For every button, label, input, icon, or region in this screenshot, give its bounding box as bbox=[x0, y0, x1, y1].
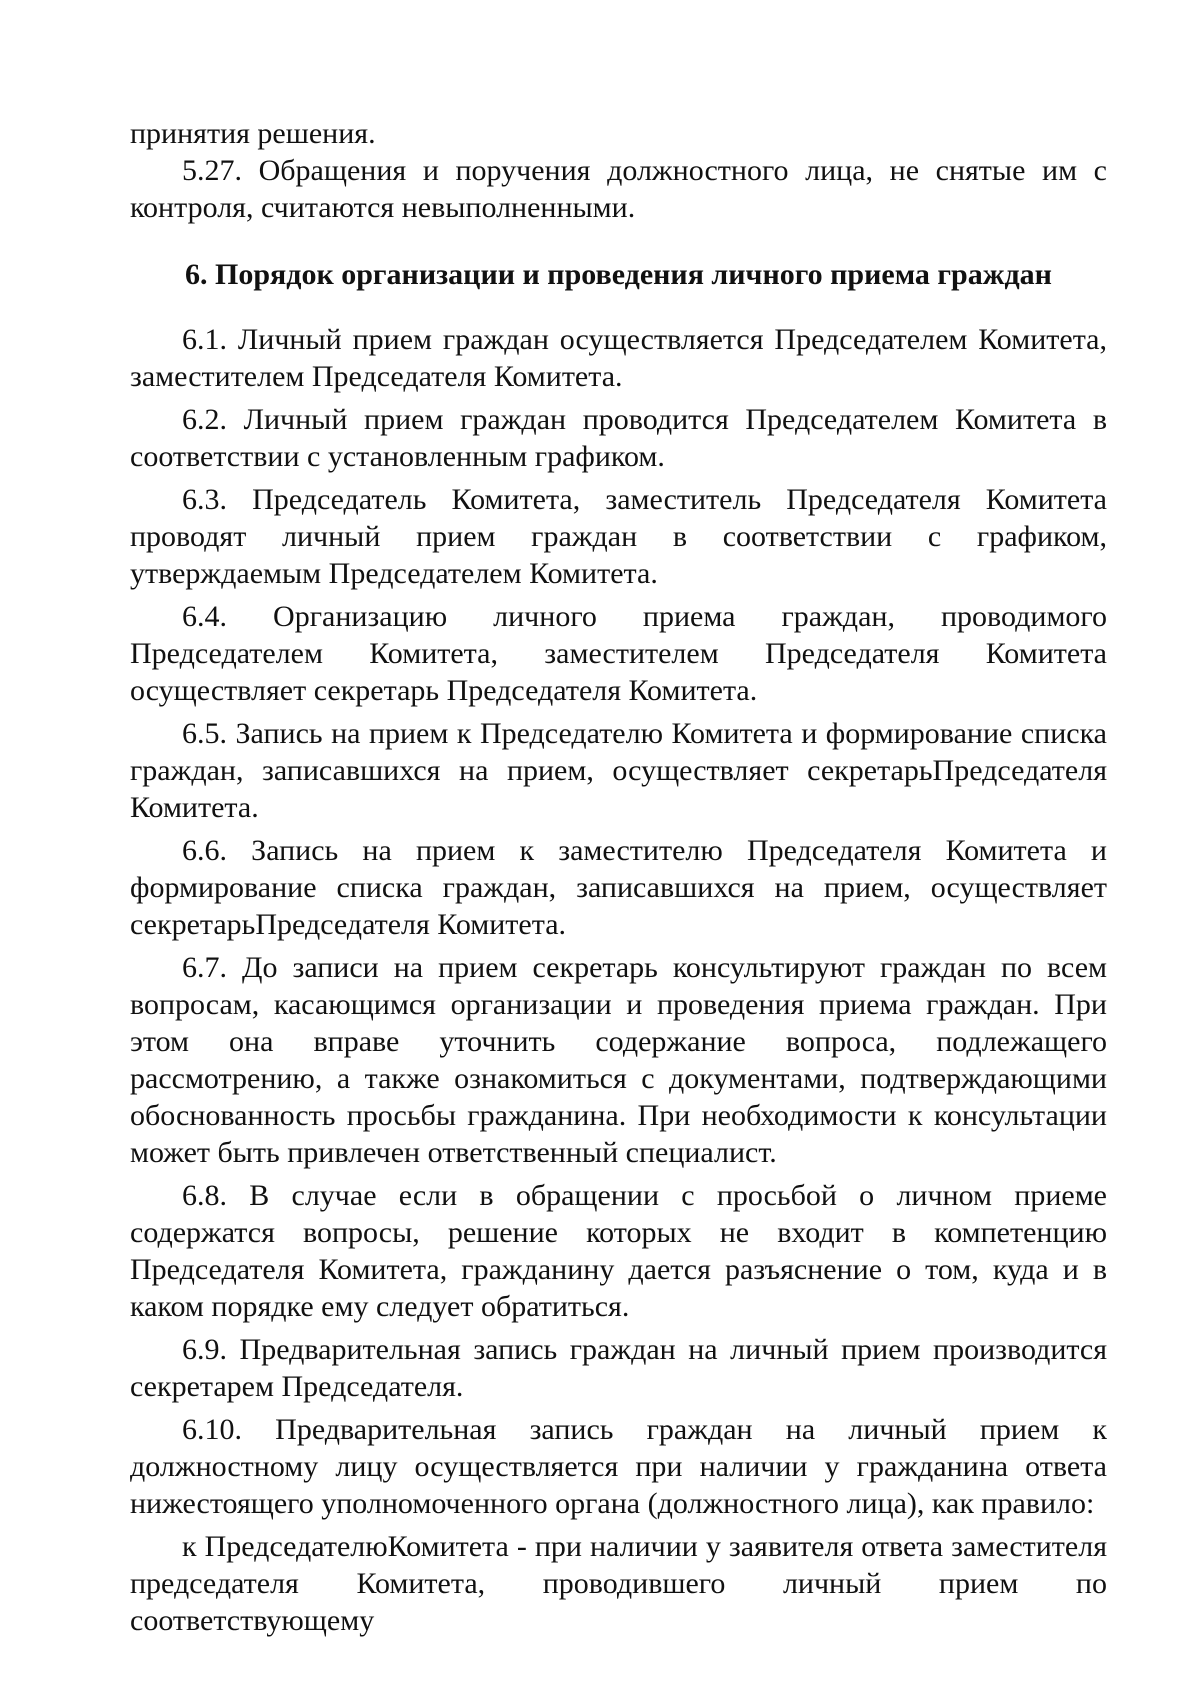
document-body bbox=[130, 115, 1107, 1645]
paragraph-6-10: 6.10. Предварительная запись граждан на личный прием к должностному лицу осуществляется при наличии у гражданина ответа нижестоящего уполномоченного органа (должностного лица), как правило: bbox=[130, 1413, 1107, 1520]
continuation-text: принятия решения. bbox=[130, 117, 376, 150]
paragraph-6-3: 6.3. Председатель Комитета, заместитель Председателя Комитета проводят личный прием граждан в соответствии с графиком, утверждаемым Председателем Комитета. bbox=[130, 483, 1107, 590]
paragraph-6-7: 6.7. До записи на прием секретарь консультируют граждан по всем вопросам, касающимся организации и проведения приема граждан. При этом она вправе уточнить содержание вопроса, подлежащего рассмотрению, а также ознакомиться с документами, подтверждающими обоснованность просьбы гражданина. При необходимости к консультации может быть привлечен ответственный специалист. bbox=[130, 951, 1107, 1169]
section-title: 6. Порядок организации и проведения личного приема граждан bbox=[185, 258, 1052, 291]
paragraph-6-6: 6.6. Запись на прием к заместителю Председателя Комитета и формирование списка граждан, записавшихся на прием, осуществляет секретарьПредседателя Комитета. bbox=[130, 834, 1107, 941]
paragraph-5-27: 5.27. Обращения и поручения должностного лица, не снятые им с контроля, считаются невыполненными. bbox=[130, 154, 1107, 224]
paragraph-6-10-item: к ПредседателюКомитета - при наличии у заявителя ответа заместителя председателя Комитета, проводившего личный прием по соответствующему bbox=[130, 1530, 1107, 1637]
paragraph-6-9: 6.9. Предварительная запись граждан на личный прием производится секретарем Председателя. bbox=[130, 1333, 1107, 1403]
paragraph-6-1: 6.1. Личный прием граждан осуществляется Председателем Комитета, заместителем Председателя Комитета. bbox=[130, 323, 1107, 393]
paragraph-6-4: 6.4. Организацию личного приема граждан, проводимого Председателем Комитета, заместителем Председателя Комитета осуществляет секретарь Председателя Комитета. bbox=[130, 600, 1107, 707]
paragraph-6-8: 6.8. В случае если в обращении с просьбой о личном приеме содержатся вопросы, решение которых не входит в компетенцию Председателя Комитета, гражданину дается разъяснение о том, куда и в каком порядке ему следует обратиться. bbox=[130, 1179, 1107, 1323]
paragraph-6-5: 6.5. Запись на прием к Председателю Комитета и формирование списка граждан, записавшихся на прием, осуществляет секретарьПредседателя Комитета. bbox=[130, 717, 1107, 824]
paragraph-6-2: 6.2. Личный прием граждан проводится Председателем Комитета в соответствии с установленным графиком. bbox=[130, 403, 1107, 473]
